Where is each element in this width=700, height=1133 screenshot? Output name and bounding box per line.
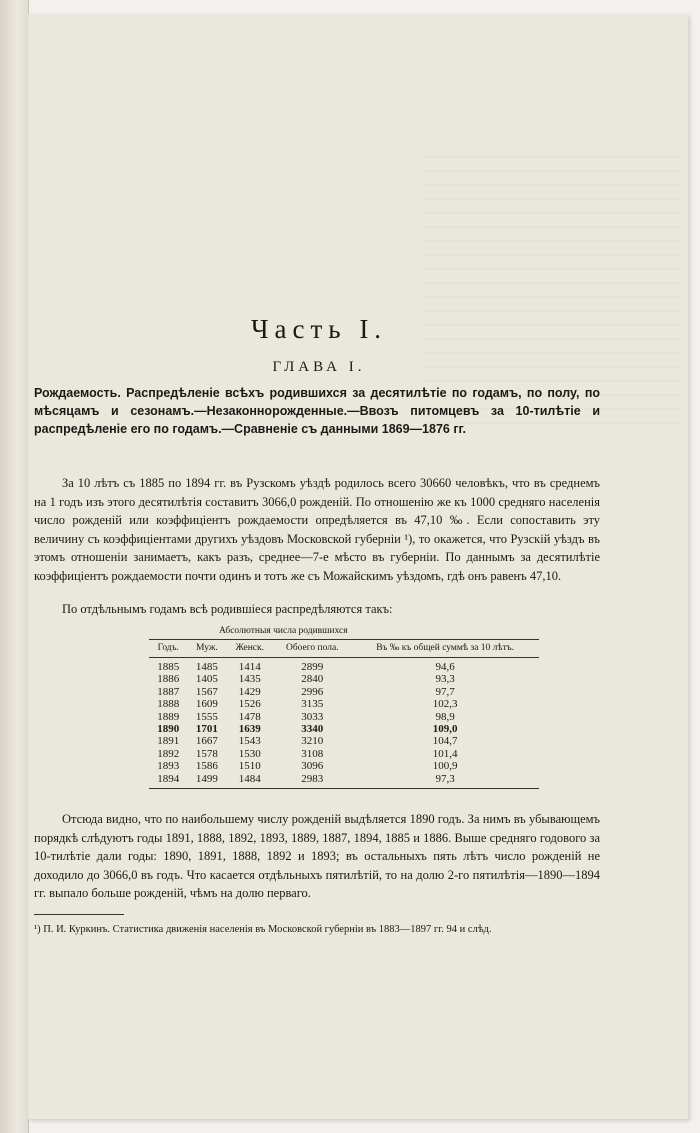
- cell: 1435: [238, 673, 261, 686]
- table-row: [149, 760, 539, 772]
- footnote-rule: [34, 914, 124, 915]
- cell: 1405: [195, 673, 218, 686]
- table-row-highlight: [149, 723, 539, 735]
- cell: 104,7: [432, 735, 458, 748]
- paragraph-2: По отдѣльнымъ годамъ всѣ родившіеся распредѣляются такъ:: [62, 602, 393, 616]
- cell: 97,7: [435, 685, 455, 698]
- births-table: [149, 626, 539, 789]
- chapter-title: ГЛАВА I.: [272, 359, 366, 375]
- table-caption: Абсолютныя числа родившихся: [219, 626, 348, 636]
- table-row: [149, 658, 539, 674]
- cell: 1890: [157, 723, 180, 736]
- cell: 97,3: [351, 773, 539, 789]
- cell: 2996: [301, 685, 324, 698]
- cell: 3135: [301, 698, 324, 711]
- cell: 3340: [301, 723, 324, 736]
- cell: 1555: [195, 710, 218, 723]
- cell: 1526: [238, 698, 261, 711]
- footnote: ¹) П. И. Куркинъ. Статистика движенія населенія въ Московской губерніи въ 1883—1897 гг. 94 и слѣд.: [34, 924, 492, 935]
- cell: 1530: [238, 747, 261, 760]
- cell: 2840: [301, 673, 324, 686]
- table-row: [149, 698, 539, 710]
- header-year: Годъ.: [149, 640, 188, 658]
- part-title: Часть I.: [250, 314, 388, 344]
- cell: 1578: [195, 747, 218, 760]
- header-permille: Въ ‰ къ общей суммѣ за 10 лѣтъ.: [351, 640, 539, 658]
- cell: 1414: [238, 661, 261, 673]
- cell: 1485: [195, 661, 218, 673]
- cell: 1889: [157, 710, 180, 723]
- cell: 1887: [157, 685, 180, 698]
- cell: 93,3: [435, 673, 455, 686]
- table-row: [149, 686, 539, 698]
- cell: 100,9: [432, 760, 458, 773]
- header-both: Обоего пола.: [273, 640, 351, 658]
- header-male: Муж.: [188, 640, 227, 658]
- page-content: [34, 14, 604, 1119]
- cell: 3096: [301, 760, 324, 773]
- cell: 1478: [238, 710, 261, 723]
- cell: 1892: [157, 747, 180, 760]
- cell: 1499: [188, 773, 227, 789]
- header-female: Женск.: [226, 640, 273, 658]
- cell: 1639: [238, 723, 261, 736]
- cell: 94,6: [435, 661, 455, 673]
- book-page: [28, 14, 688, 1119]
- paragraph-3: Отсюда видно, что по наибольшему числу рожденій выдѣляется 1890 годъ. За нимъ въ убывающемъ порядкѣ слѣдуютъ годы 1891, 1888, 1892, 1893, 1889, 1887, 1894, 1885 и 1886. Выше средняго годового за 10-тилѣтіе дали годы: 1890, 1891, 1888, 1892 и 1893; въ остальныхъ пять лѣтъ число рожденій не доходило до 3066,0 въ годъ. Что касается отдѣльныхъ пятилѣтій, то на долю 2-го пятилѣтія—1890—1894 гг. выпало больше рожденій, чѣмъ на долю перваго.: [34, 812, 600, 901]
- cell: 1891: [157, 735, 180, 748]
- cell: 1510: [238, 760, 261, 773]
- cell: 1701: [195, 723, 218, 736]
- cell: 2899: [301, 661, 324, 673]
- cell: 1886: [157, 673, 180, 686]
- cell: 98,9: [435, 710, 455, 723]
- cell: 102,3: [432, 698, 458, 711]
- cell: 1894: [149, 773, 188, 789]
- table-row: [149, 711, 539, 723]
- cell: 1609: [195, 698, 218, 711]
- cell: 2983: [273, 773, 351, 789]
- cell: 3108: [301, 747, 324, 760]
- cell: 1888: [157, 698, 180, 711]
- table-row: [149, 748, 539, 760]
- table-header-row: [149, 640, 539, 658]
- cell: 1893: [157, 760, 180, 773]
- table-row: [149, 673, 539, 685]
- cell: 1429: [238, 685, 261, 698]
- table-row: [149, 773, 539, 789]
- cell: 1543: [238, 735, 261, 748]
- cell: 1667: [195, 735, 218, 748]
- cell: 3210: [301, 735, 324, 748]
- cell: 1885: [157, 661, 180, 673]
- cell: 1484: [226, 773, 273, 789]
- table-row: [149, 735, 539, 747]
- book-spine: [0, 0, 29, 1133]
- section-heading: Рождаемость. Распредѣленіе всѣхъ родившихся за десятилѣтіе по годамъ, по полу, по мѣсяцамъ и сезонамъ.—Незаконнорожденные.—Ввозъ питомцевъ за 10-тилѣтіе и распредѣленіе его по годамъ.—Сравненіе съ данными 1869—1876 гг.: [34, 386, 600, 436]
- cell: 1567: [195, 685, 218, 698]
- cell: 1586: [195, 760, 218, 773]
- paragraph-1: За 10 лѣтъ съ 1885 по 1894 гг. въ Рузскомъ уѣздѣ родилось всего 30660 человѣкъ, что въ среднемъ на 1 годъ изъ этого десятилѣтія составитъ 3066,0 рожденій. По отношенію же къ 1000 средняго населенія число рожденій или коэффиціентъ рождаемости опредѣляется въ 47,10 ‰. Если сопоставить эту величину съ коэффиціентами другихъ уѣздовъ Московской губерніи ¹), то окажется, что Рузскій уѣздъ въ этомъ отношеніи занимаетъ, какъ разъ, среднее—7-е мѣсто въ губерніи. По даннымъ за десятилѣтіе коэффиціентъ рождаемости почти одинъ и тотъ же съ Можайскимъ уѣздомъ, гдѣ онъ равенъ 47,10.: [34, 476, 600, 583]
- cell: 3033: [301, 710, 324, 723]
- cell: 109,0: [432, 723, 458, 736]
- cell: 101,4: [432, 747, 458, 760]
